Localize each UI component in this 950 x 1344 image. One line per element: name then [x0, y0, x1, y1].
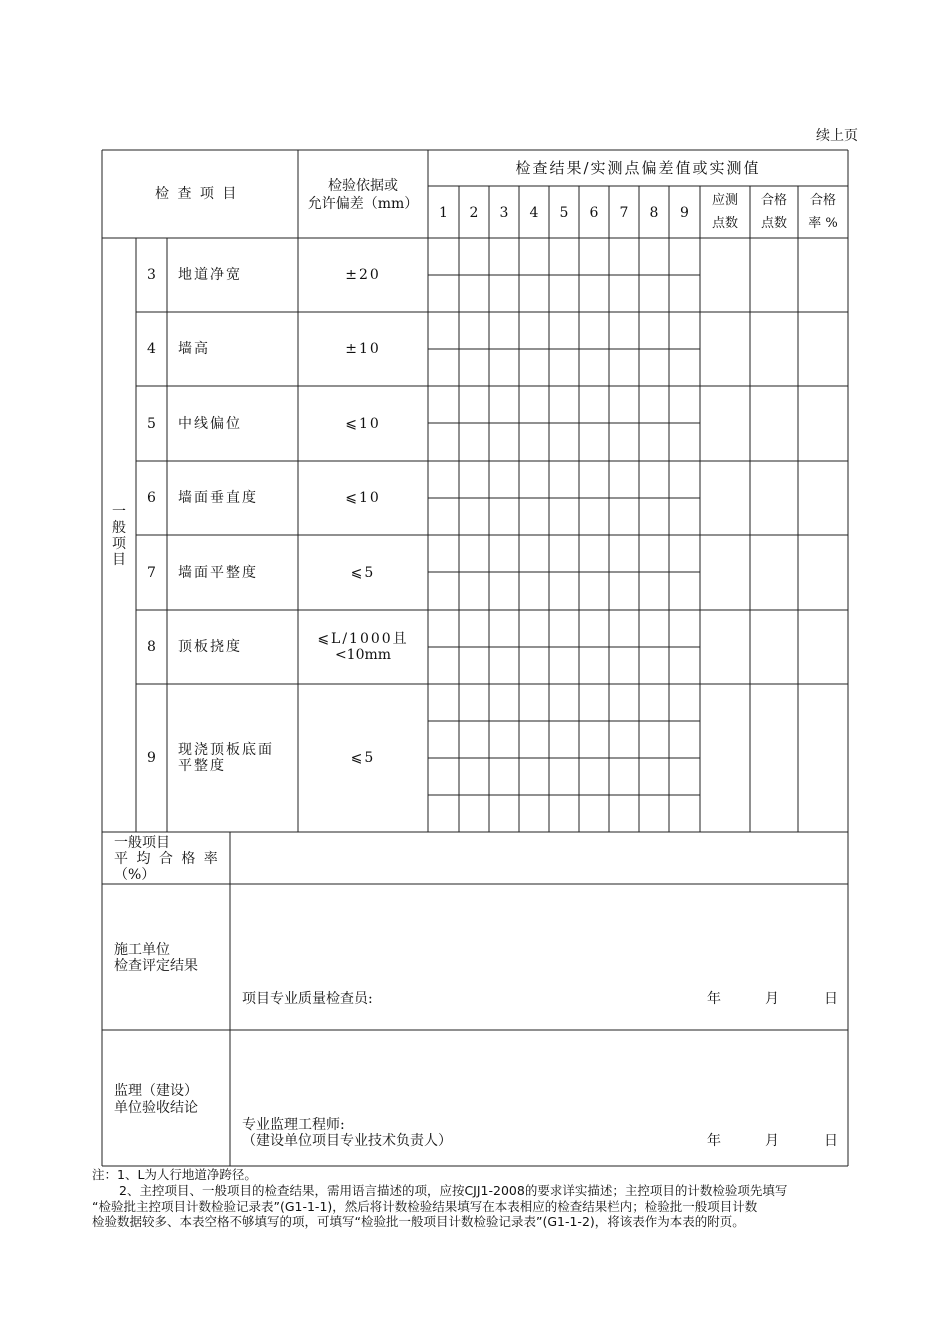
- header-point-number: 4: [529, 205, 539, 221]
- row-number: 5: [147, 415, 156, 432]
- header-point-number: 1: [439, 205, 448, 221]
- continued-label: 续上页: [816, 128, 858, 144]
- contractor-label-l1: 施工单位: [114, 942, 170, 958]
- row-number: 7: [147, 564, 156, 581]
- row-item-name-cont: 平整度: [178, 758, 226, 774]
- contractor-day: 日: [824, 991, 838, 1007]
- header-should-measure-l2: 点数: [711, 216, 738, 231]
- row-tolerance: ±20: [345, 267, 381, 283]
- supervisor-label-l1: 监理（建设）: [114, 1083, 198, 1099]
- avg-pass-rate-l3: （%）: [114, 867, 156, 883]
- contractor-result-cell[interactable]: [231, 885, 847, 975]
- row-number: 4: [147, 341, 156, 357]
- header-pass-rate-l1: 合格: [809, 193, 836, 208]
- row-tolerance: ⩽5: [350, 750, 376, 766]
- row-item-name: 墙高: [178, 341, 210, 357]
- note-line3: “检验批主控项目计数检验记录表”(G1-1-1)，然后将计数检验结果填写在本表相应的检查结果栏内；检验批一般项目计数: [92, 1199, 758, 1214]
- row-tolerance: ⩽10: [345, 490, 381, 506]
- contractor-year: 年: [707, 991, 721, 1007]
- group-label: 一般项目: [112, 504, 126, 568]
- note-line2: 2、主控项目、一般项目的检查结果，需用语言描述的项，应按CJJ1-2008的要求详实描述；主控项目的计数检验项先填写: [119, 1183, 788, 1198]
- row-item-name: 墙面垂直度: [178, 490, 258, 506]
- supervisor-day: 日: [824, 1133, 838, 1149]
- row-tolerance: ±10: [345, 341, 381, 357]
- row-number: 6: [147, 490, 156, 506]
- header-point-number: 2: [469, 205, 479, 221]
- header-pass-rate-l2: 率 %: [808, 216, 838, 231]
- header-basis-line2: 允许偏差（mm）: [307, 196, 419, 212]
- contractor-label-l2: 检查评定结果: [114, 958, 198, 974]
- supervisor-label-l2: 单位验收结论: [114, 1100, 198, 1116]
- note-line4: 检验数据较多、本表空格不够填写的项，可填写“检验批一般项目计数检验记录表”(G1-1-2)，将该表作为本表的附页。: [92, 1214, 745, 1229]
- row-item-name: 墙面平整度: [178, 564, 258, 581]
- row-number: 8: [147, 639, 156, 655]
- row-tolerance: ⩽L/1000且: [317, 631, 409, 647]
- row-number: 3: [147, 267, 156, 283]
- row-tolerance-cont: <10mm: [334, 647, 392, 663]
- header-point-number: 9: [680, 205, 689, 221]
- supervisor-result-cell[interactable]: [231, 1031, 847, 1111]
- header-point-number: 6: [589, 205, 599, 221]
- header-point-number: 7: [619, 205, 629, 221]
- header-results-title: 检查结果/实测点偏差值或实测值: [515, 159, 761, 177]
- header-point-number: 8: [649, 205, 659, 221]
- header-should-measure-l1: 应测: [711, 193, 738, 208]
- row-item-name: 顶板挠度: [178, 639, 242, 655]
- row-item-name: 中线偏位: [178, 415, 242, 432]
- avg-pass-rate-l1: 一般项目: [114, 835, 170, 851]
- supervisor-month: 月: [765, 1133, 779, 1149]
- header-qualified-points-l1: 合格: [760, 193, 787, 208]
- supervisor-signer-l1: 专业监理工程师:: [242, 1117, 345, 1133]
- supervisor-year: 年: [707, 1133, 721, 1149]
- row-item-name: 地道净宽: [178, 267, 242, 283]
- header-basis-line1: 检验依据或: [328, 178, 398, 194]
- avg-pass-rate-value-cell[interactable]: [231, 833, 847, 883]
- header-point-number: 5: [559, 205, 569, 221]
- row-number: 9: [147, 750, 156, 766]
- avg-pass-rate-l2: 平 均 合 格 率: [114, 851, 220, 867]
- note-line1: 注：1、L为人行地道净跨径。: [92, 1167, 257, 1182]
- contractor-signer: 项目专业质量检查员:: [242, 991, 373, 1007]
- row-item-name: 现浇顶板底面: [178, 742, 274, 758]
- row-tolerance: ⩽10: [345, 415, 381, 432]
- header-item-col: 检 查 项 目: [155, 186, 239, 202]
- contractor-month: 月: [765, 991, 779, 1007]
- header-qualified-points-l2: 点数: [760, 216, 787, 231]
- row-tolerance: ⩽5: [350, 564, 376, 581]
- header-point-number: 3: [499, 205, 509, 221]
- supervisor-signer-l2: （建设单位项目专业技术负责人）: [242, 1133, 452, 1149]
